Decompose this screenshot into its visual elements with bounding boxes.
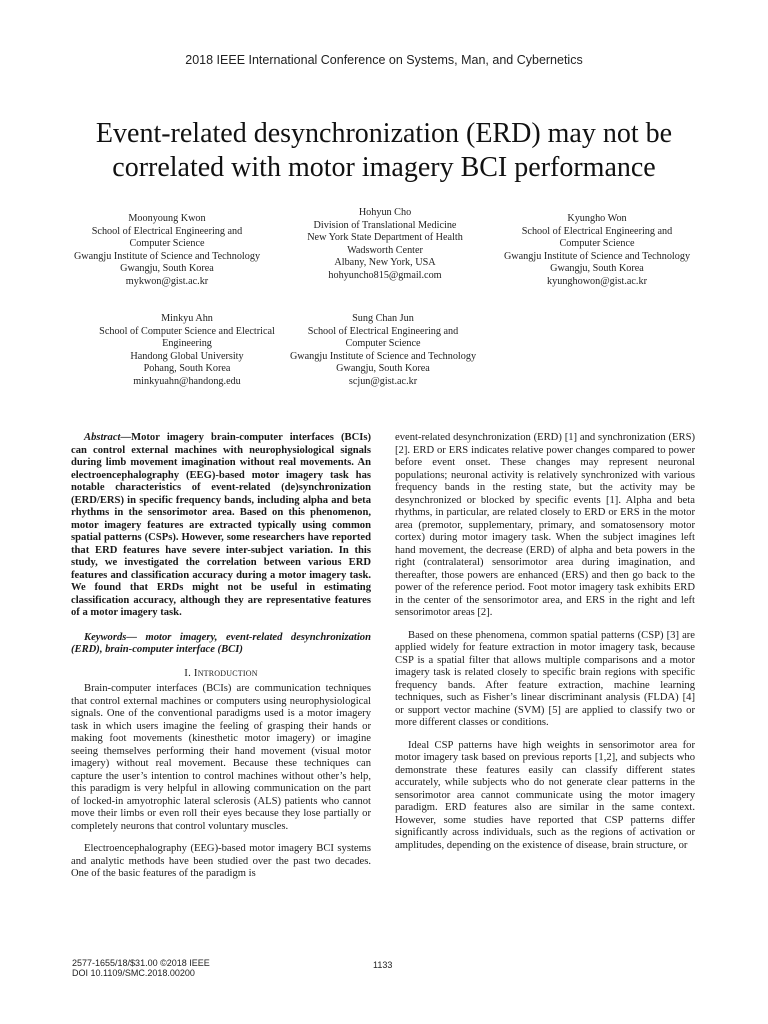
- footer-doi: DOI 10.1109/SMC.2018.00200: [72, 968, 195, 978]
- author-block-3: [472, 213, 722, 289]
- paper-title: [40, 117, 728, 185]
- author-affiliation: Division of Translational Medicine: [313, 219, 457, 231]
- abstract-label: Abstract: [84, 432, 121, 443]
- author-affiliation: Wadsworth Center: [347, 244, 423, 256]
- author-email: minkyuahn@handong.edu: [133, 375, 241, 387]
- intro-paragraph-1: Brain-computer interfaces (BCIs) are communication techniques that control external machines or computers using neurophysiological signals. One of the conventional paradigms used is a motor imagery task in which users imagine the feeling of grasping their hands or making foot movements (kinesthetic motor imagery) or imagine seeing themselves performing their hand movement (visual motor imagery) without real movement. Because these techniques can capture the user’s intention to control machines without other’s help, this paradigm is very helpful in allowing communication on the part of locked-in amyotrophic lateral sclerosis (ALS) patients who cannot move their limbs or even roll their eyes because they lose partially or completely neurons that control voluntary muscles.: [71, 683, 371, 832]
- author-affiliation: Gwangju Institute of Science and Technology: [73, 250, 261, 262]
- author-affiliation: Albany, New York, USA: [334, 257, 436, 269]
- abstract: [71, 432, 371, 620]
- author-name: Minkyu Ahn: [161, 313, 213, 324]
- author-affiliation: Pohang, South Korea: [143, 363, 231, 375]
- keywords-label: Keywords: [84, 631, 127, 643]
- keywords: [71, 632, 371, 657]
- paper-title-line-2: correlated with motor imagery BCI performance: [112, 152, 656, 183]
- author-affiliation: School of Electrical Engineering and: [521, 225, 673, 237]
- author-name: Hohyun Cho: [358, 207, 412, 218]
- right-paragraph-1: event-related desynchronization (ERD) [1] and synchronization (ERS) [2]. ERD or ERS indicates relative power changes compared to power before event onset. These changes may represent neuronal populations; neuronal activity is relatively synchronized with various frequency bands in the resting state, but the activity may be desynchronized or blocked by specific events [1]. Alpha and beta rhythms, in particular, are related closely to ERD or ERS in the motor area (premotor, supplementary, primary, and somatosensory motor cortex) during motor imagery task. When the subject imagines left hand movement, the decrease (ERD) of alpha and beta powers in the right (contralateral) sensorimotor area during imagination, and thereafter, those powers are enhanced (ERS) and then go back to the power of the reference period. Foot motor imagery task exhibits ERD in the center of the sensorimotor area, and ERS in the right and left sensorimotor areas [2].: [395, 432, 695, 618]
- author-affiliation: Gwangju Institute of Science and Technology: [289, 350, 477, 362]
- author-email: kyunghowon@gist.ac.kr: [547, 275, 647, 287]
- left-column: [71, 432, 371, 881]
- paper-title-line-1: Event-related desynchronization (ERD) may not be: [95, 118, 673, 149]
- intro-paragraph-2: Electroencephalography (EEG)-based motor imagery BCI systems and analytic methods have been studied over the past two decades. One of the basic features of the paradigm is: [71, 843, 371, 879]
- footer-copyright: 2577-1655/18/$31.00 ©2018 IEEE: [72, 958, 210, 968]
- section-heading-introduction: [71, 667, 371, 680]
- author-name: Kyungho Won: [567, 213, 627, 224]
- author-affiliation: School of Electrical Engineering and: [91, 225, 243, 237]
- author-block-5: [258, 313, 508, 389]
- right-column: [395, 432, 695, 852]
- right-paragraph-2: Based on these phenomena, common spatial patterns (CSP) [3] are applied widely for feature extraction in motor imagery task, because CSP is a spatial filter that allows multiple comparisons and a motor imagery task is related closely to specific brain regions with specific frequency bands. After feature extraction, machine learning techniques, such as Fisher’s linear discriminant analysis (FLDA) [4] or support vector machine (SVM) [5] are applied to classify two or more different classes or conditions.: [395, 629, 695, 728]
- author-affiliation: School of Electrical Engineering and: [307, 325, 459, 337]
- author-name: Sung Chan Jun: [352, 313, 414, 324]
- author-email: mykwon@gist.ac.kr: [125, 275, 209, 287]
- right-paragraph-3: Ideal CSP patterns have high weights in sensorimotor area for motor imagery task based on previous reports [1,2], and subjects who demonstrate these features easily can classify different states accurately, while subjects who do not generate clear patterns in the sensorimotor area cannot communicate using the motor imagery paradigm. ERD features also are similar in the same context. However, some studies have reported that CSP patterns differ significantly across individuals, such as the regions of activation or amplitudes, depending on the existence of disease, brain structure, or: [395, 739, 695, 851]
- author-affiliation: Computer Science: [345, 338, 421, 350]
- author-email: hohyuncho815@gmail.com: [328, 269, 442, 281]
- author-affiliation: Engineering: [162, 338, 212, 350]
- page-number: 1133: [373, 960, 393, 970]
- author-affiliation: Gwangju, South Korea: [336, 363, 430, 375]
- conference-header: 2018 IEEE International Conference on Systems, Man, and Cybernetics: [185, 53, 583, 67]
- abstract-text: —Motor imagery brain-computer interfaces (BCIs) can control external machines with neurophysiological signals during limb movement imagination without real movements. An electroencephalography (EEG)-based motor imagery task has notable characteristics of event-related (de)synchronization (ERD/ERS) in specific frequency bands, including alpha and beta rhythms in the sensorimotor area. Based on this phenomenon, motor imagery features are extracted typically using common spatial patterns (CSPs). However, some researchers have reported that ERD features have severe inter-subject variation. In this study, we investigated the correlation between various ERD features and classification accuracy during a motor imagery task. We found that ERDs might not be useful in estimating classification accuracy, although they are representative features of a motor imagery task.: [71, 432, 371, 618]
- author-email: scjun@gist.ac.kr: [348, 375, 418, 387]
- author-affiliation: New York State Department of Health: [307, 232, 463, 244]
- author-affiliation: Computer Science: [129, 238, 205, 250]
- author-name: Moonyoung Kwon: [128, 213, 206, 224]
- section-number: I.: [184, 666, 191, 679]
- keywords-text: — motor imagery, event-related desynchronization (ERD), brain-computer interface (BCI): [71, 631, 371, 655]
- author-block-1: [42, 213, 292, 289]
- author-affiliation: Gwangju, South Korea: [120, 263, 214, 275]
- author-affiliation: Gwangju Institute of Science and Technology: [503, 250, 691, 262]
- author-block-2: [270, 207, 500, 283]
- section-title: Introduction: [193, 666, 258, 679]
- author-affiliation: School of Computer Science and Electrical: [99, 325, 275, 337]
- author-affiliation: Gwangju, South Korea: [550, 263, 644, 275]
- author-affiliation: Handong Global University: [130, 350, 244, 362]
- author-affiliation: Computer Science: [559, 238, 635, 250]
